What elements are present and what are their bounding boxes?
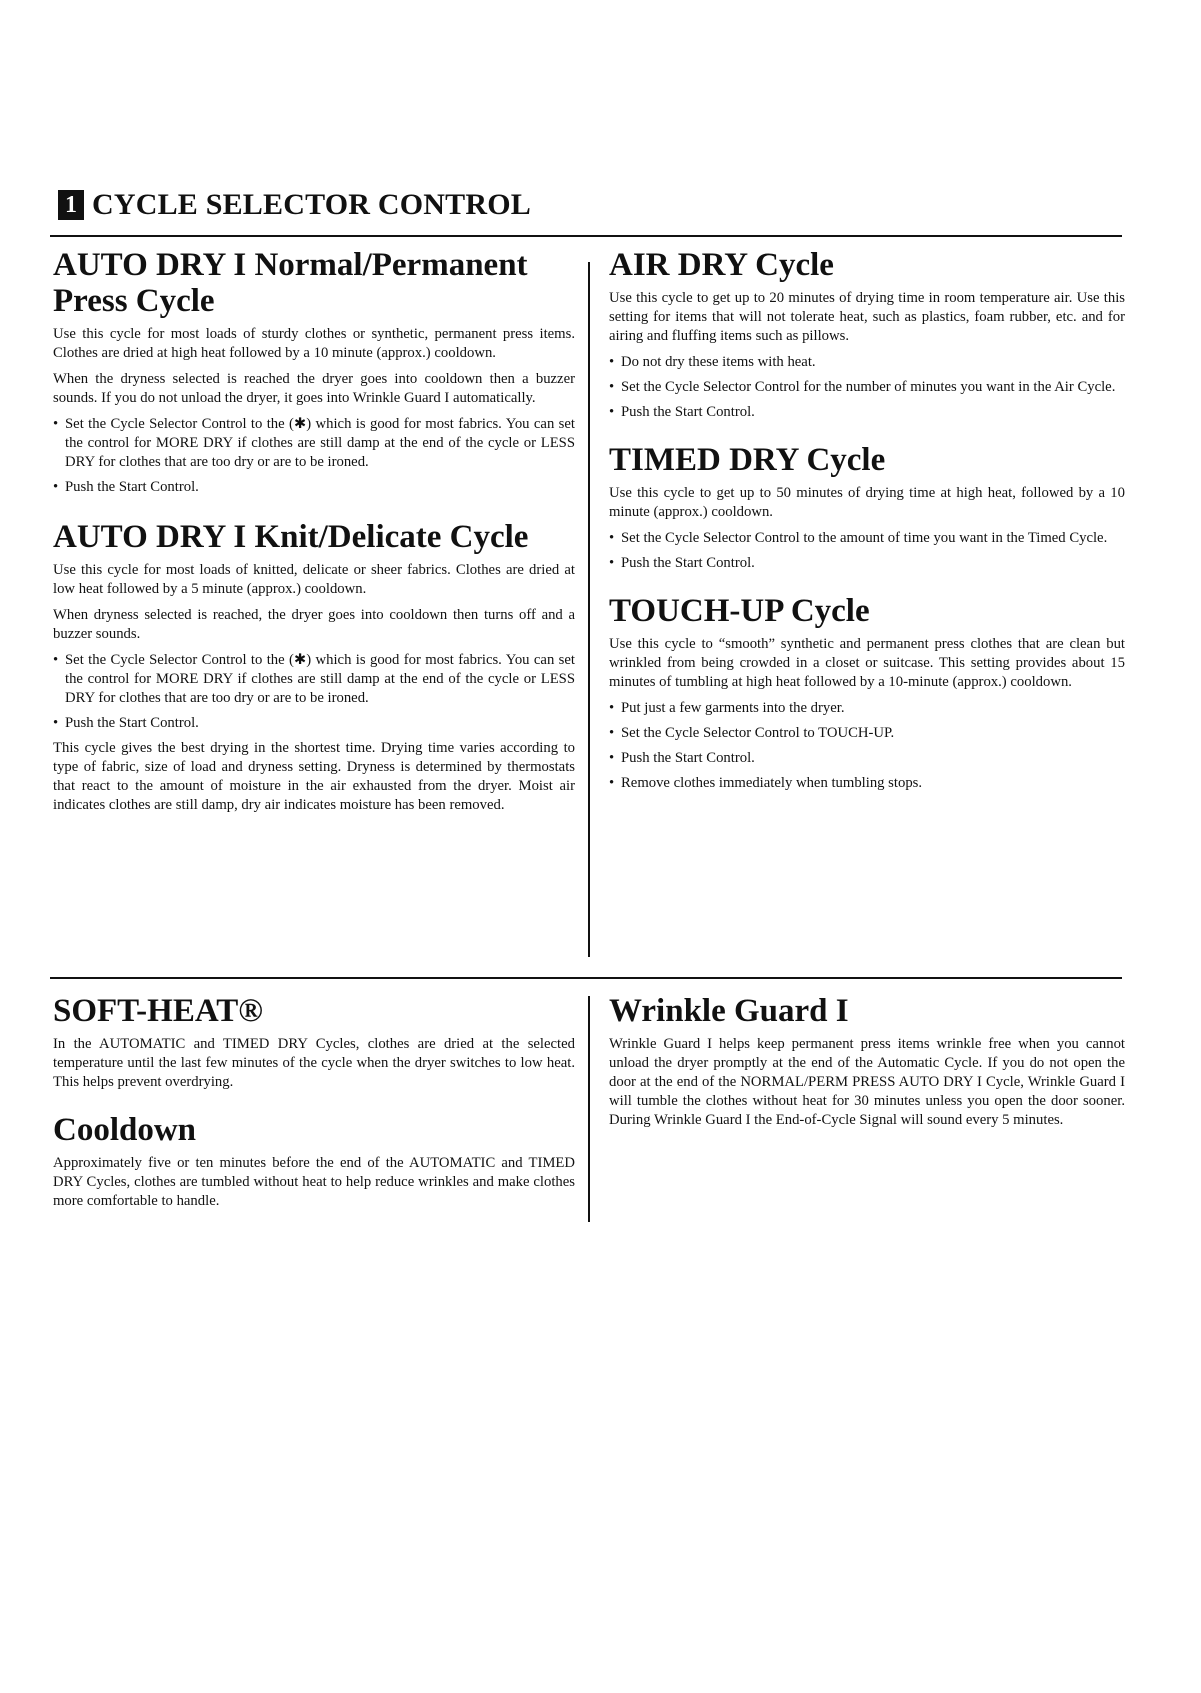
timed-dry-intro: Use this cycle to get up to 50 minutes of drying time at high heat, followed by a 10 minute (approx.) cooldown.	[609, 485, 1125, 520]
soft-heat-description: In the AUTOMATIC and TIMED DRY Cycles, clothes are dried at the selected temperature until the last few minutes of the cycle when the dryer switches to low heat. This helps prevent overdrying.	[53, 1036, 575, 1090]
auto-dry-knit-steps	[53, 651, 575, 733]
soft-heat-section	[53, 993, 575, 1092]
right-column-upper	[609, 247, 1125, 799]
touch-up-heading: TOUCH-UP Cycle	[609, 593, 870, 629]
list-item: • Push the Start Control.	[53, 478, 575, 497]
list-item: • Remove clothes immediately when tumbling stops.	[609, 774, 1125, 793]
auto-dry-knit-intro: Use this cycle for most loads of knitted, delicate or sheer fabrics. Clothes are dried at low heat followed by a 5 minute (approx.) cooldown.	[53, 562, 575, 597]
air-dry-section	[609, 247, 1125, 422]
auto-dry-normal-heading: AUTO DRY I Normal/Permanent Press Cycle	[53, 247, 528, 319]
left-column-lower	[53, 993, 575, 1218]
list-item: • Push the Start Control.	[609, 749, 1125, 768]
timed-dry-steps	[609, 529, 1125, 573]
timed-dry-heading: TIMED DRY Cycle	[609, 442, 886, 478]
wrinkle-guard-description: Wrinkle Guard I helps keep permanent press items wrinkle free when you cannot unload the dryer promptly at the end of the Automatic Cycle. If you do not open the door at the end of the NORMAL/PERM PRESS AUTO DRY I Cycle, Wrinkle Guard I will tumble the clothes without heat for 30 minutes unless you open the door sooner. During Wrinkle Guard I the End-of-Cycle Signal will sound every 5 minutes.	[609, 1036, 1125, 1128]
list-item: • Set the Cycle Selector Control for the number of minutes you want in the Air Cycle.	[609, 378, 1125, 397]
air-dry-heading: AIR DRY Cycle	[609, 247, 834, 283]
list-item: • Set the Cycle Selector Control to the (✱) which is good for most fabrics. You can set the control for MORE DRY if clothes are still damp at the end of the cycle or LESS DRY for clothes that are too dry or are to be ironed.	[53, 415, 575, 472]
list-item: • Push the Start Control.	[53, 714, 575, 733]
wrinkle-guard-section	[609, 993, 1125, 1130]
auto-dry-knit-heading: AUTO DRY I Knit/Delicate Cycle	[53, 519, 529, 555]
air-dry-intro: Use this cycle to get up to 20 minutes of drying time in room temperature air. Use this setting for items that will not tolerate heat, such as plastics, foam rubber, etc. and for airing and fluffing items such as pillows.	[609, 290, 1125, 344]
auto-dry-normal-description: When the dryness selected is reached the dryer goes into cooldown then a buzzer sounds. If you do not unload the dryer, it goes into Wrinkle Guard I automatically.	[53, 371, 575, 406]
section-number-badge: 1	[58, 190, 84, 220]
touch-up-intro: Use this cycle to “smooth” synthetic and permanent press clothes that are clean but wrinkled from being crowded in a closet or suitcase. This setting provides about 15 minutes of tumbling at high heat followed by a 10-minute (approx.) cooldown.	[609, 636, 1125, 690]
auto-dry-normal-intro: Use this cycle for most loads of sturdy clothes or synthetic, permanent press items. Clothes are dried at high heat followed by a 10 minute (approx.) cooldown.	[53, 326, 575, 361]
list-item: • Set the Cycle Selector Control to TOUCH-UP.	[609, 724, 1125, 743]
right-column-lower	[609, 993, 1125, 1137]
auto-dry-knit-section	[53, 519, 575, 815]
middle-divider	[50, 977, 1122, 979]
column-divider-lower	[588, 996, 590, 1222]
auto-dry-normal-steps	[53, 415, 575, 497]
list-item: • Put just a few garments into the dryer.	[609, 699, 1125, 718]
top-divider	[50, 235, 1122, 237]
air-dry-steps	[609, 353, 1125, 422]
wrinkle-guard-heading: Wrinkle Guard I	[609, 993, 849, 1029]
touch-up-steps	[609, 699, 1125, 793]
auto-dry-knit-description: When dryness selected is reached, the dryer goes into cooldown then turns off and a buzzer sounds.	[53, 607, 575, 642]
soft-heat-heading: SOFT-HEAT®	[53, 993, 263, 1029]
list-item: • Push the Start Control.	[609, 403, 1125, 422]
list-item: • Set the Cycle Selector Control to the amount of time you want in the Timed Cycle.	[609, 529, 1125, 548]
column-divider-upper	[588, 262, 590, 957]
touch-up-section	[609, 593, 1125, 793]
cooldown-section	[53, 1112, 575, 1211]
section-title: CYCLE SELECTOR CONTROL	[92, 188, 531, 221]
section-header	[58, 188, 531, 222]
list-item: • Set the Cycle Selector Control to the (✱) which is good for most fabrics. You can set the control for MORE DRY if clothes are still damp at the end of the cycle or LESS DRY for clothes that are too dry or are to be ironed.	[53, 651, 575, 708]
list-item: • Do not dry these items with heat.	[609, 353, 1125, 372]
cooldown-description: Approximately five or ten minutes before the end of the AUTOMATIC and TIMED DRY Cycles, clothes are tumbled without heat to help reduce wrinkles and make clothes more comfortable to handle.	[53, 1155, 575, 1209]
auto-dry-normal-section	[53, 247, 575, 497]
list-item: • Push the Start Control.	[609, 554, 1125, 573]
auto-dry-knit-notes: This cycle gives the best drying in the shortest time. Drying time varies according to type of fabric, size of load and dryness setting. Dryness is determined by thermostats that react to the amount of moisture in the air exhausted from the dryer. Moist air indicates clothes are still damp, dry air indicates moisture has been removed.	[53, 740, 575, 813]
cooldown-heading: Cooldown	[53, 1112, 197, 1148]
left-column-upper	[53, 247, 575, 822]
timed-dry-section	[609, 442, 1125, 573]
